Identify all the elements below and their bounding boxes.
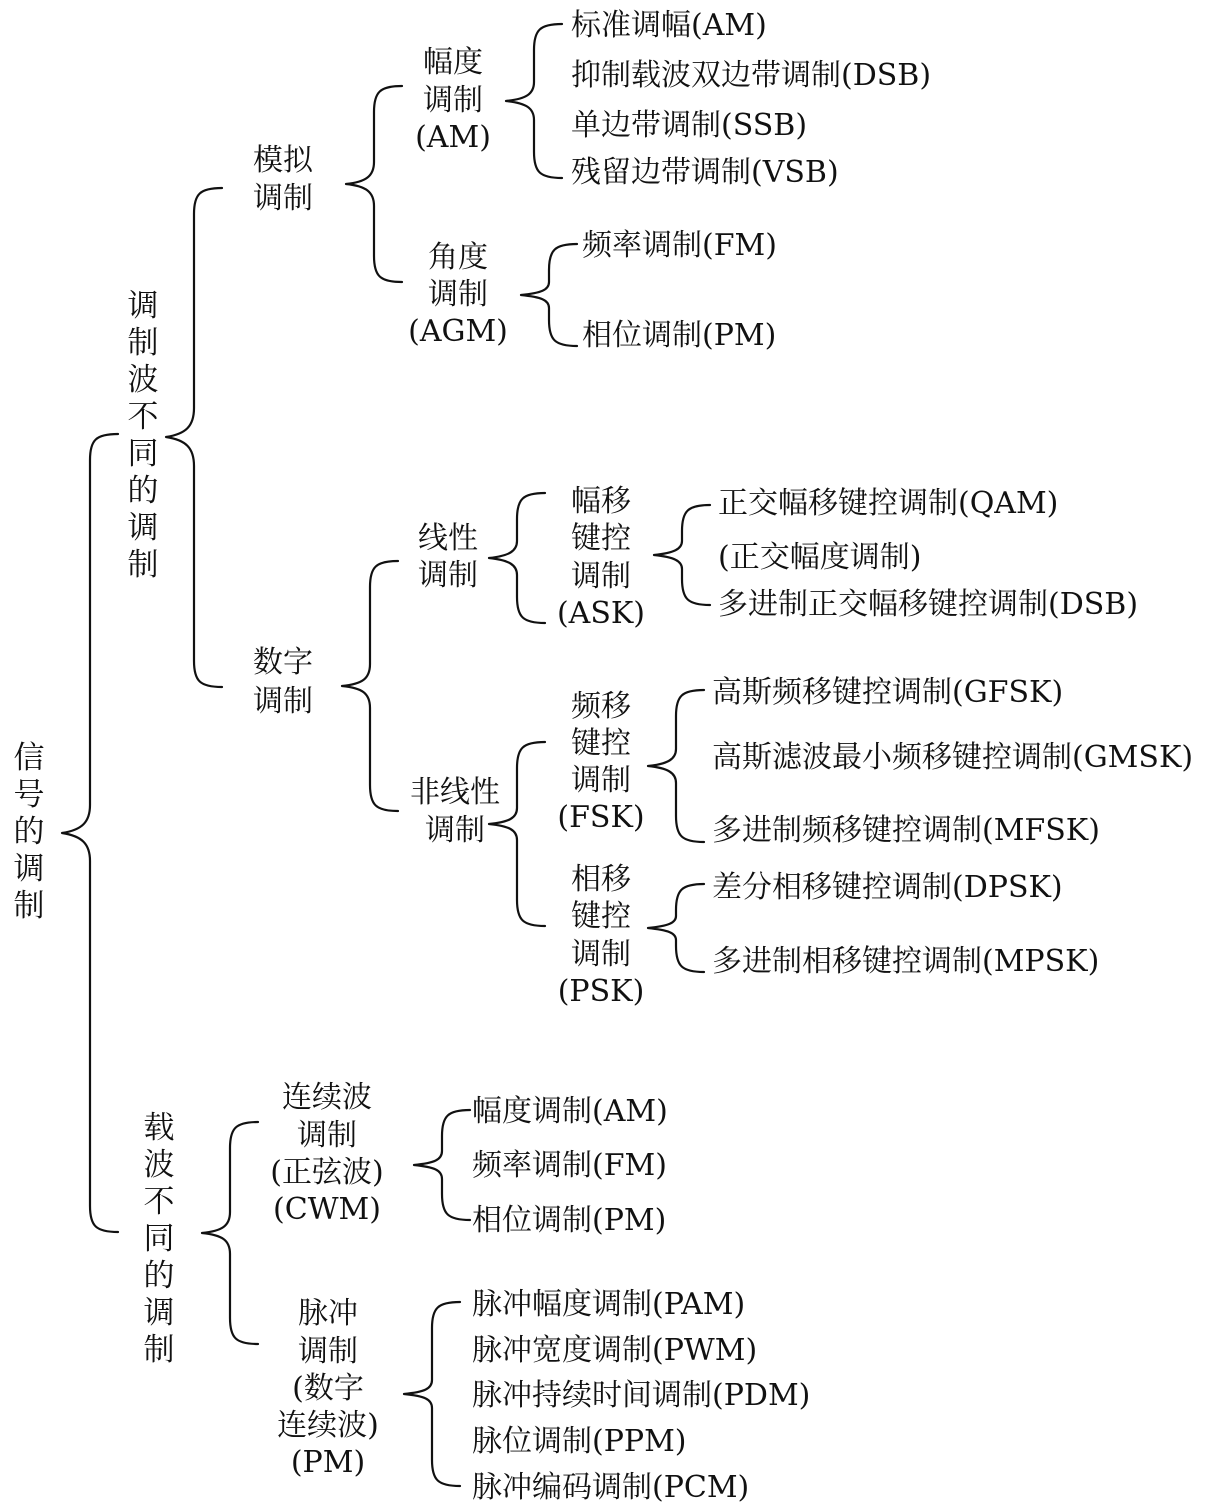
pulse-label: 调制: [298, 1334, 358, 1369]
amplitude-label: 幅度: [423, 45, 483, 80]
linear-label: 线性: [418, 521, 478, 556]
leaf-item: 高斯频移键控调制(GFSK): [712, 675, 1064, 710]
leaf-item: 脉冲幅度调制(PAM): [472, 1287, 746, 1322]
digital-label: 调制: [253, 684, 313, 719]
leaf-item: 频率调制(FM): [582, 228, 777, 263]
psk-label: (PSK): [557, 974, 645, 1009]
leaf-item: 脉位调制(PPM): [472, 1424, 687, 1459]
modulating-wave-label-char: 波: [127, 362, 159, 398]
pulse-label: (数字: [292, 1371, 364, 1406]
pulse-label: 脉冲: [298, 1296, 358, 1331]
psk-label: 相移: [571, 862, 631, 897]
ask-label: (ASK): [556, 596, 646, 631]
ask-label: 幅移: [571, 484, 631, 519]
pulse-label: 连续波): [277, 1408, 379, 1443]
pulse-label: (PM): [290, 1445, 366, 1480]
amplitude-label: (AM): [415, 120, 491, 155]
cwm-label: (正弦波): [270, 1155, 384, 1190]
fsk-label: (FSK): [557, 800, 645, 835]
leaf-item: 脉冲宽度调制(PWM): [472, 1333, 758, 1368]
bracket-analog: [346, 86, 402, 282]
fsk-label: 频移: [571, 689, 631, 724]
bracket-fsk: [648, 690, 704, 842]
carrier-label-char: 同: [143, 1221, 175, 1257]
angle-label: (AGM): [408, 314, 508, 349]
root-label-char: 调: [13, 851, 45, 887]
nonlinear-label: 非线性: [410, 775, 500, 810]
carrier-label-char: 调: [143, 1295, 175, 1331]
psk-label: 调制: [571, 937, 631, 972]
leaf-item: 残留边带调制(VSB): [571, 155, 839, 190]
analog-label: 模拟: [253, 143, 313, 178]
analog-label: 调制: [253, 181, 313, 216]
leaf-item: 相位调制(PM): [472, 1203, 667, 1238]
cwm-label: 连续波: [282, 1080, 372, 1115]
leaf-item: 脉冲持续时间调制(PDM): [472, 1378, 811, 1413]
cwm-label: (CWM): [273, 1192, 381, 1227]
ask-label: 键控: [571, 521, 631, 556]
modulating-wave-label-char: 调: [127, 288, 159, 324]
leaf-item: 脉冲编码调制(PCM): [472, 1470, 750, 1505]
leaf-item: (正交幅度调制): [718, 540, 922, 575]
bracket-angle: [521, 244, 577, 346]
bracket-ask: [654, 505, 710, 605]
root-label-char: 制: [13, 888, 45, 924]
bracket-nonlinear: [489, 742, 545, 926]
carrier-label-char: 的: [143, 1258, 175, 1294]
nonlinear-label: 调制: [425, 813, 485, 848]
leaf-item: 相位调制(PM): [582, 318, 777, 353]
bracket-carrier: [202, 1122, 258, 1344]
bracket-digital: [342, 561, 398, 811]
bracket-psk: [648, 884, 704, 972]
modulating-wave-label-char: 的: [127, 473, 159, 509]
cwm-label: 调制: [297, 1118, 357, 1153]
leaf-item: 频率调制(FM): [472, 1148, 667, 1183]
carrier-label-char: 波: [143, 1147, 175, 1183]
leaf-item: 多进制正交幅移键控调制(DSB): [718, 587, 1139, 622]
leaf-item: 单边带调制(SSB): [571, 108, 808, 143]
root-label-char: 信: [13, 740, 45, 776]
fsk-label: 键控: [571, 726, 631, 761]
leaf-item: 抑制载波双边带调制(DSB): [571, 58, 932, 93]
bracket-linear: [489, 493, 545, 623]
modulating-wave-label-char: 调: [127, 510, 159, 546]
root-label-char: 的: [13, 814, 45, 850]
modulating-wave-label-char: 制: [127, 325, 159, 361]
modulating-wave-label-char: 制: [127, 547, 159, 583]
angle-label: 调制: [428, 277, 488, 312]
modulating-wave-label-char: 不: [127, 399, 159, 435]
angle-label: 角度: [428, 240, 488, 275]
leaf-item: 多进制相移键控调制(MPSK): [712, 944, 1100, 979]
leaf-item: 标准调幅(AM): [571, 8, 767, 43]
leaf-item: 差分相移键控调制(DPSK): [712, 870, 1063, 905]
bracket-modulating-wave: [166, 188, 222, 687]
carrier-label-char: 制: [143, 1332, 175, 1368]
carrier-label-char: 不: [143, 1184, 175, 1220]
amplitude-label: 调制: [423, 83, 483, 118]
modulating-wave-label-char: 同: [127, 436, 159, 472]
leaf-item: 幅度调制(AM): [472, 1094, 668, 1129]
leaf-item: 高斯滤波最小频移键控调制(GMSK): [712, 740, 1194, 775]
linear-label: 调制: [418, 558, 478, 593]
bracket-pulse: [404, 1302, 460, 1486]
leaf-item: 多进制频移键控调制(MFSK): [712, 813, 1100, 848]
root-label-char: 号: [13, 777, 45, 813]
bracket-cwm: [414, 1110, 470, 1220]
psk-label: 键控: [571, 899, 631, 934]
ask-label: 调制: [571, 559, 631, 594]
digital-label: 数字: [253, 645, 313, 680]
leaf-item: 正交幅移键控调制(QAM): [718, 486, 1059, 521]
bracket-amplitude: [506, 24, 562, 178]
fsk-label: 调制: [571, 763, 631, 798]
bracket-root: [62, 434, 118, 1232]
carrier-label-char: 载: [143, 1110, 175, 1146]
